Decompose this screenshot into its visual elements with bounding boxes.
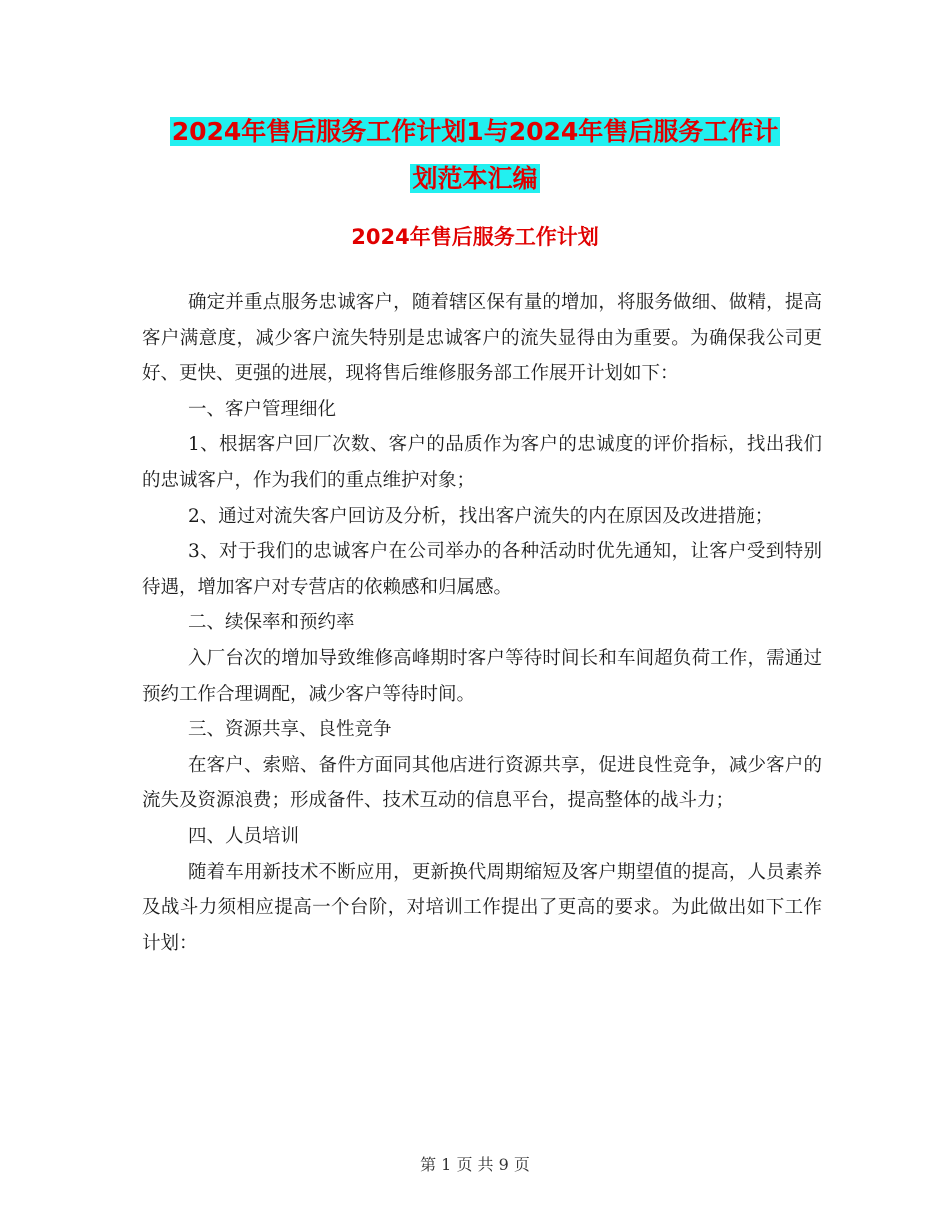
paragraph-resource-sharing: 在客户、索赔、备件方面同其他店进行资源共享，促进良性竞争，减少客户的流失及资源浪费；形成备件、技术互动的信息平台，提高整体的战斗力； xyxy=(142,754,822,812)
heading-training: 四、人员培训 xyxy=(188,825,300,847)
paragraph-item-3: 3、对于我们的忠诚客户在公司举办的各种活动时优先通知，让客户受到特别待遇，增加客户对专营店的依赖感和归属感。 xyxy=(142,541,822,598)
paragraph-item-2: 2、通过对流失客户回访及分析，找出客户流失的内在原因及改进措施； xyxy=(188,505,774,527)
title-line-1: 2024年售后服务工作计划1与2024年售后服务工作计 xyxy=(171,117,779,146)
heading-resource-sharing: 三、资源共享、良性竞争 xyxy=(188,719,392,741)
page-footer: 第 1 页 共 9 页 xyxy=(420,1155,530,1174)
section-heading: 2024年售后服务工作计划 xyxy=(351,225,599,249)
heading-renewal-rate: 二、续保率和预约率 xyxy=(188,612,355,634)
heading-customer-management: 一、客户管理细化 xyxy=(188,398,337,420)
paragraph-renewal: 入厂台次的增加导致维修高峰期时客户等待时间长和车间超负荷工作，需通过预约工作合理调配，减少客户等待时间。 xyxy=(142,647,822,705)
paragraph-item-1: 1、根据客户回厂次数、客户的品质作为客户的忠诚度的评价指标，找出我们的忠诚客户，作为我们的重点维护对象； xyxy=(142,434,822,491)
paragraph-intro: 确定并重点服务忠诚客户，随着辖区保有量的增加，将服务做细、做精，提高客户满意度，减少客户流失特别是忠诚客户的流失显得由为重要。为确保我公司更好、更快、更强的进展，现将售后维修服务部工作展开计划如下： xyxy=(142,292,822,385)
document-body xyxy=(142,285,822,961)
title-line-2: 划范本汇编 xyxy=(412,164,538,193)
paragraph-training: 随着车用新技术不断应用，更新换代周期缩短及客户期望值的提高，人员素养及战斗力须相应提高一个台阶，对培训工作提出了更高的要求。为此做出如下工作计划： xyxy=(142,861,822,954)
document-title xyxy=(0,108,950,202)
